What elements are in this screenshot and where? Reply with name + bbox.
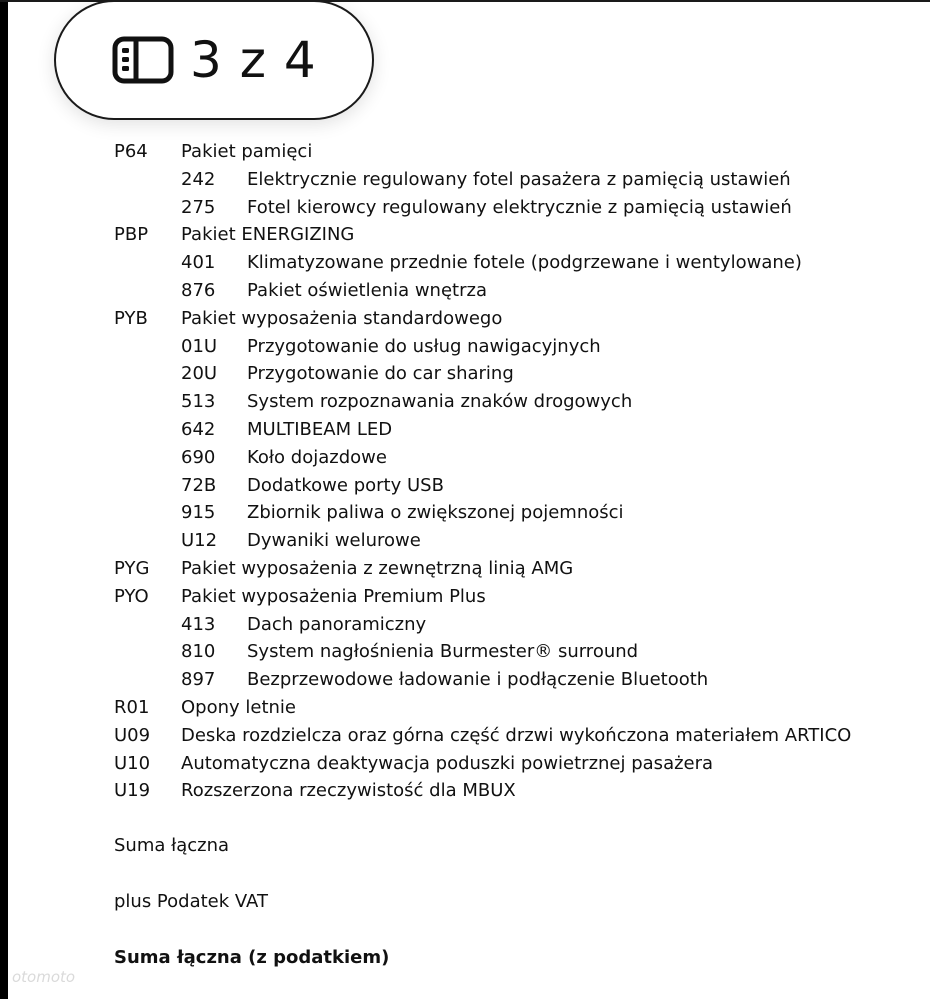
option-code: PYG	[114, 557, 150, 579]
option-label: Elektrycznie regulowany fotel pasażera z pamięcią ustawień	[247, 168, 791, 190]
option-label: Pakiet ENERGIZING	[181, 224, 355, 246]
option-label: System rozpoznawania znaków drogowych	[247, 391, 633, 413]
list-item	[114, 750, 914, 778]
option-label: Fotel kierowcy regulowany elektrycznie z pamięcią ustawień	[247, 196, 792, 218]
sub-list-item	[114, 388, 914, 416]
option-code: 01U	[181, 335, 218, 357]
option-label: Zbiornik paliwa o zwiększonej pojemności	[247, 502, 624, 524]
option-label: Opony letnie	[181, 696, 297, 718]
option-code: R01	[114, 696, 150, 718]
option-code: 275	[181, 196, 216, 218]
sub-list-item	[114, 194, 914, 222]
equipment-list	[114, 138, 914, 805]
option-label: Przygotowanie do usług nawigacyjnych	[247, 335, 601, 357]
sub-list-item	[114, 472, 914, 500]
option-code: 915	[181, 502, 216, 524]
option-label: Pakiet pamięci	[181, 141, 313, 162]
option-code: PYO	[114, 585, 149, 607]
vat-label: plus Podatek VAT	[114, 891, 268, 912]
list-item	[114, 555, 914, 583]
option-label: System nagłośnienia Burmester® surround	[247, 641, 639, 663]
option-label: Rozszerzona rzeczywistość dla MBUX	[181, 780, 516, 802]
sub-list-item	[114, 166, 914, 194]
option-code: U09	[114, 724, 151, 746]
sub-list-item	[114, 499, 914, 527]
sub-list-item	[114, 333, 914, 361]
option-label: Deska rozdzielcza oraz górna część drzwi wykończona materiałem ARTICO	[181, 724, 852, 746]
page-indicator[interactable]	[54, 0, 374, 120]
list-item	[114, 221, 914, 249]
option-code: P64	[114, 141, 148, 162]
list-item	[114, 777, 914, 805]
sub-list-item	[114, 611, 914, 639]
option-label: Klimatyzowane przednie fotele (podgrzewane i wentylowane)	[247, 252, 802, 274]
option-code: U10	[114, 752, 151, 774]
option-label: Dywaniki welurowe	[247, 530, 421, 552]
option-code: 642	[181, 418, 216, 440]
sub-list-item	[114, 249, 914, 277]
option-label: Dach panoramiczny	[247, 613, 427, 635]
list-item	[114, 694, 914, 722]
option-label: Koło dojazdowe	[247, 446, 387, 468]
option-code: 690	[181, 446, 216, 468]
option-code: 513	[181, 391, 216, 413]
total-with-tax-label: Suma łączna (z podatkiem)	[114, 947, 390, 968]
option-code: PBP	[114, 224, 149, 246]
option-code: 413	[181, 613, 216, 635]
option-label: Bezprzewodowe ładowanie i podłączenie Bluetooth	[247, 669, 709, 691]
sub-list-item	[114, 527, 914, 555]
left-screen-edge	[0, 0, 8, 999]
option-code: 810	[181, 641, 216, 663]
sub-list-item	[114, 360, 914, 388]
sub-list-item	[114, 638, 914, 666]
list-item	[114, 722, 914, 750]
watermark: otomoto	[12, 968, 76, 986]
option-label: Przygotowanie do car sharing	[247, 363, 514, 385]
sidebar-panel-icon	[112, 36, 174, 84]
sub-list-item	[114, 277, 914, 305]
option-code: PYB	[114, 307, 148, 329]
option-label: Pakiet wyposażenia z zewnętrzną linią AMG	[181, 557, 574, 579]
option-label: Dodatkowe porty USB	[247, 474, 444, 496]
list-item	[114, 138, 914, 166]
option-code: U12	[181, 530, 218, 552]
option-label: MULTIBEAM LED	[247, 418, 393, 440]
list-item	[114, 583, 914, 611]
total-sum-label: Suma łączna	[114, 835, 230, 856]
sub-list-item	[114, 444, 914, 472]
option-label: Pakiet wyposażenia Premium Plus	[181, 585, 486, 607]
option-label: Pakiet wyposażenia standardowego	[181, 307, 503, 329]
option-code: 20U	[181, 363, 218, 385]
option-code: 72B	[181, 474, 217, 496]
list-item	[114, 305, 914, 333]
option-code: 876	[181, 279, 216, 301]
option-code: U19	[114, 780, 151, 802]
page-counter: 3 z 4	[190, 31, 317, 89]
option-label: Pakiet oświetlenia wnętrza	[247, 279, 487, 301]
option-code: 242	[181, 168, 216, 190]
option-label: Automatyczna deaktywacja poduszki powietrznej pasażera	[181, 752, 714, 774]
option-code: 401	[181, 252, 216, 274]
sub-list-item	[114, 416, 914, 444]
option-code: 897	[181, 669, 216, 691]
sub-list-item	[114, 666, 914, 694]
